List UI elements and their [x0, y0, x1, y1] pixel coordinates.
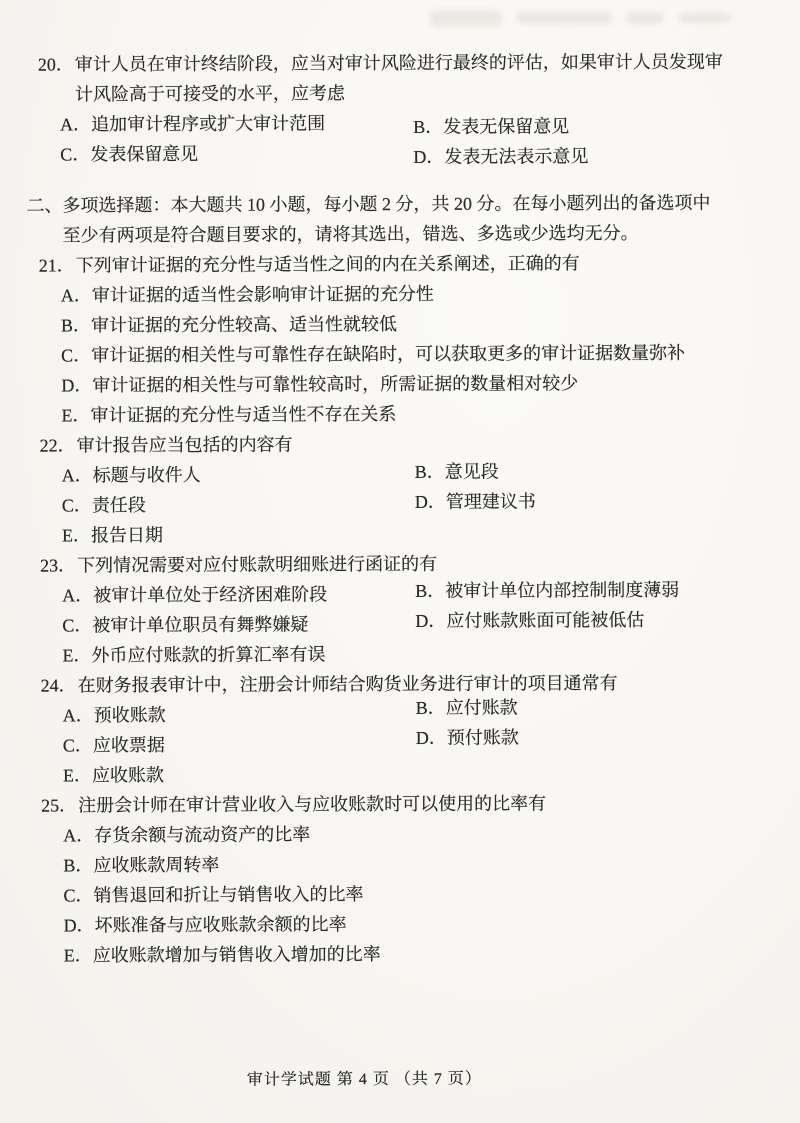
question-24-stem-text: 在财务报表审计中，注册会计师结合购货业务进行审计的项目通常有 [77, 673, 618, 696]
question-20-option-b: B．发表无保留意见 [413, 116, 570, 137]
section-2-number: 二、 [26, 195, 63, 216]
question-23-option-e: E．外币应付账款的折算汇率有误 [62, 644, 326, 666]
question-21-option-c: C．审计证据的相关性与可靠性存在缺陷时，可以获取更多的审计证据数量弥补 [61, 342, 686, 366]
question-25-option-e: E．应收账款增加与销售收入增加的比率 [63, 944, 381, 966]
question-20-options [60, 106, 778, 169]
question-25-option-a: A．存货余额与流动资产的比率 [63, 824, 311, 846]
question-21-options [61, 277, 780, 430]
question-22-option-e: E．报告日期 [61, 525, 163, 546]
question-20-option-c: C．发表保留意见 [60, 143, 199, 165]
question-23-options [62, 577, 780, 670]
question-23-option-b: B．被审计单位内部控制制度薄弱 [415, 579, 680, 601]
section-2-header-line2: 至少有两项是符合题目要求的，请将其选出，错选、多选或少选均无分。 [62, 222, 639, 246]
question-20-option-a: A．追加审计程序或扩大审计范围 [60, 113, 326, 135]
question-20-option-d: D．发表无法表示意见 [413, 146, 589, 167]
question-25-option-d: D．坏账准备与应收账款余额的比率 [63, 914, 347, 936]
question-21-stem [39, 247, 779, 280]
question-24-option-d: D．预付账款 [415, 727, 519, 748]
question-24-number: 24． [40, 675, 77, 696]
question-24 [41, 667, 782, 790]
section-2-header-line1: 多项选择题：本大题共 10 小题，每小题 2 分，共 20 分。在每小题列出的备选项中 [62, 192, 711, 216]
question-24-options [63, 697, 781, 790]
question-21-option-d: D．审计证据的相关性与可靠性较高时，所需证据的数量相对较少 [61, 373, 579, 396]
question-21 [39, 247, 780, 430]
question-22-number: 22． [39, 435, 76, 456]
question-24-option-b: B．应付账款 [415, 697, 518, 718]
question-21-number: 21． [38, 255, 75, 276]
question-22-option-d: D．管理建议书 [414, 491, 536, 512]
question-23 [40, 547, 781, 670]
question-20-stem [38, 46, 778, 79]
question-24-option-c: C．应收票据 [62, 735, 165, 756]
question-25-option-c: C．销售退回和折让与销售收入的比率 [63, 884, 364, 906]
question-21-option-a: A．审计证据的适当性会影响审计证据的充分性 [60, 283, 434, 306]
section-2-header-line1-row [26, 187, 778, 220]
question-22-stem-text: 审计报告应当包括的内容有 [76, 434, 293, 456]
question-22-options [62, 457, 780, 550]
question-20-number: 20． [37, 54, 74, 75]
section-2-header [26, 187, 778, 250]
page-footer: 审计学试题 第 4 页 （共 7 页） [246, 1070, 482, 1089]
question-22-option-c: C．责任段 [61, 495, 146, 516]
question-23-stem-text: 下列情况需要对应付账款明细账进行函证的有 [77, 553, 438, 576]
question-21-option-e: E．审计证据的充分性与适当性不存在关系 [61, 404, 397, 426]
question-24-option-a: A．预收账款 [62, 705, 166, 726]
question-25-options [63, 817, 782, 970]
question-20-stem-line2: 计风险高于可接受的水平，应考虑 [74, 83, 346, 105]
question-22 [39, 427, 780, 550]
question-22-option-b: B．意见段 [414, 461, 499, 482]
question-22-option-a: A．标题与收件人 [61, 464, 201, 486]
question-25-stem [41, 787, 781, 820]
question-25-number: 25． [41, 795, 78, 816]
question-21-option-b: B．审计证据的充分性较高、适当性就较低 [60, 314, 398, 336]
question-25-stem-text: 注册会计师在审计营业收入与应收账款时可以使用的比率有 [78, 793, 547, 816]
question-23-option-a: A．被审计单位处于经济困难阶段 [62, 584, 328, 606]
question-25-option-b: B．应收账款周转率 [63, 854, 220, 876]
question-23-option-d: D．应付账款账面可能被低估 [415, 609, 645, 631]
question-21-stem-text: 下列审计证据的充分性与适当性之间的内在关系阐述，正确的有 [75, 253, 580, 276]
question-20 [38, 46, 779, 169]
question-23-option-c: C．被审计单位职员有舞弊嫌疑 [62, 614, 309, 636]
question-25 [41, 787, 782, 970]
question-23-number: 23． [40, 555, 77, 576]
question-24-option-e: E．应收账款 [62, 765, 165, 786]
question-20-stem-line1: 审计人员在审计终结阶段，应当对审计风险进行最终的评估，如果审计人员发现审 [74, 51, 723, 75]
